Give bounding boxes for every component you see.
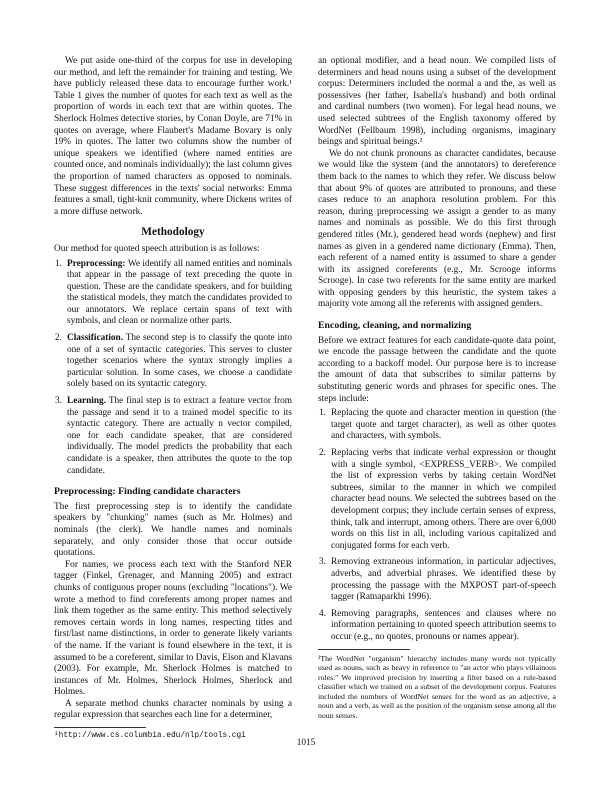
paragraph-intro: We put aside one-third of the corpus for use in developing our method, and left the remainder for training and testing. We have publicly released these data to encourage further work.¹ Table 1 gives the number of quotes for each text as well as the proportion of words in each text that are within quotes. The Sherlock Holmes detective stories, by Conan Doyle, are 71% in quotes on average, where Flaubert's Madame Bovary is only 19% in quotes. The latter two columns show the number of unique speakers we identified (where named entities are counted once, and nominals individually); the last column gives the proportion of named characters as opposed to nominals. These suggest differences in the texts' social networks: Emma features a small, tight-knit community, where Dickens writes of a more diffuse network. [54, 56, 292, 217]
paragraph-encoding: Before we extract features for each candidate-quote data point, we encode the passage between the candidate and the quote according to a backoff model. Our purpose here is to increase the amount of data that subscribes to similar patterns by substituting generic words and phrases for specific ones. The steps include: [318, 335, 556, 404]
paragraph-pronouns: We do not chunk pronouns as character candidates, because we would like the system (and the annotators) to dereference them back to the names to which they refer. We discuss below that about 9% of quotes are attributed to pronouns, and these cases reduce to an anaphora resolution problem. For this reason, during preprocessing we assign a gender to as many names and nominals as possible. We do this first through gendered titles (Mr.), gendered head words (nephew) and first names as given in a gendered name dictionary (Emma). Then, each referent of a named entity is assumed to share a gender with its assigned coreferents (e.g., Mr. Scrooge informs Scrooge). In case two referents for the same entity are marked with opposing genders by this heuristic, the system takes a majority vote among all the referents with assigned genders. [318, 148, 556, 310]
encoding-steps-list [318, 408, 556, 643]
method-steps-list [54, 259, 292, 478]
paragraph-preprocessing-3: A separate method chunks character nominals by using a regular expression that searches each line for a determiner, [54, 698, 292, 721]
list-number: 4. [319, 608, 326, 619]
list-number: 1. [55, 258, 62, 269]
footnote-rule [318, 649, 410, 650]
heading-methodology: Methodology [141, 226, 205, 239]
step-text: Removing paragraphs, sentences and clauses where no information pertaining to quoted speech attribution seems to occur (e.g., no quotes, pronouns or names appear). [331, 608, 556, 642]
list-item [318, 609, 556, 644]
paragraph-preprocessing-2: For names, we process each text with the Stanford NER tagger (Finkel, Grenager, and Manning 2005) and extract chunks of contiguous proper nouns (excluding "locations"). We wrote a method to find coreferents among proper names and link them together as the same entity. This method selectively removes certain words in long names, respecting titles and first/last name distinctions, in order to generate likely variants of the name. If the variant is found elsewhere in the text, it is assumed to be a coreferent, similar to Davis, Elson and Klavans (2003). For example, Mr. Sherlock Holmes is matched to instances of Mr. Holmes, Sherlock Holmes, Sherlock and Holmes. [54, 559, 292, 698]
step-text: We identify all named entities and nominals that appear in the passage of text preceding the quote in question. These are the candidate speakers, and for building the statistical models, they match the candidates provided to our annotators. We replace certain spans of text with symbols, and clean or normalize other parts. [67, 258, 292, 327]
step-text: Removing extraneous information, in particular adjectives, adverbs, and adverbial phrases. We identified these by processing the passage with the MXPOST part-of-speech tagger (Ratnaparkhi 1996). [331, 557, 556, 603]
page-number: 1015 [296, 738, 316, 748]
list-number: 2. [55, 333, 62, 344]
left-column [54, 56, 292, 742]
list-item [318, 408, 556, 443]
step-text: The second step is to classify the quote into one of a set of syntactic categories. This serves to cluster together scenarios where the syntax strongly implies a particular solution. In some cases, we choose a candidate solely based on its syntactic category. [67, 333, 292, 390]
paragraph-continuation: an optional modifier, and a head noun. We compiled lists of determiners and head nouns using a subset of the development corpus: Determiners included the normal a and the, as well as possessives (her father, Isabella's husband) and both ordinal and cardinal numbers (two women). For legal head nouns, we used selected subtrees of the English taxonomy offered by WordNet (Fellbaum 1998), including organisms, imaginary beings and spiritual beings.² [318, 56, 556, 148]
paragraph-method: Our method for quoted speech attribution is as follows: [54, 243, 260, 254]
step-lead: Classification. [67, 333, 124, 344]
list-number: 3. [319, 557, 326, 568]
list-item [54, 396, 292, 477]
step-text: Replacing the quote and character mention in question (the target quote and target character), as well as other quotes and characters, with symbols. [331, 408, 556, 442]
heading-preprocessing: Preprocessing: Finding candidate characters [54, 486, 241, 498]
list-item [318, 557, 556, 603]
list-number: 3. [55, 396, 62, 407]
heading-encoding: Encoding, cleaning, and normalizing [318, 320, 472, 332]
list-item [318, 448, 556, 552]
step-text: Replacing verbs that indicate verbal expression or thought with a single symbol, <EXPRESS_VERB>. We compiled the list of expression verbs by taking certain WordNet subtrees, similar to the manner in which we compiled character head nouns. We selected the subtrees based on the development corpus; they include certain senses of express, think, talk and interrupt, among others. There are over 6,000 words on this list in all, including various capitalized and conjugated forms for each verb. [331, 448, 556, 551]
step-lead: Learning. [67, 396, 106, 407]
footnote-rule [54, 727, 146, 728]
list-item [54, 259, 292, 329]
footnote-2: ²The WordNet "organism" hierarchy includes many words not typically used as nouns, such as heavy in reference to "an actor who plays villainous roles." We improved precision by inserting a filter based on a rule-based classifier which we trained on a subset of the development corpus. Features included the numbers of WordNet senses for the word as an adjective, a noun and a verb, as well as the position of the organism sense among all the noun senses. [318, 653, 556, 721]
right-column [318, 56, 556, 721]
step-lead: Preprocessing: [67, 258, 126, 269]
footnote-1: ¹http://www.cs.columbia.edu/nlp/tools.cgi [54, 732, 246, 741]
step-text: The final step is to extract a feature vector from the passage and send it to a trained model specific to its syntactic category. There are actually n vector compiled, one for each candidate speaker, that are considered individually. The model predicts the probability that each candidate is a speaker, then attributes the quote to the top candidate. [67, 396, 292, 476]
paragraph-preprocessing-1: The first preprocessing step is to identify the candidate speakers by "chunking" names (such as Mr. Holmes) and nominals (the clerk). We handle names and nominals separately, and only consider those that occur outside quotations. [54, 501, 292, 559]
list-item [54, 333, 292, 391]
list-number: 2. [319, 448, 326, 458]
list-number: 1. [319, 408, 326, 419]
